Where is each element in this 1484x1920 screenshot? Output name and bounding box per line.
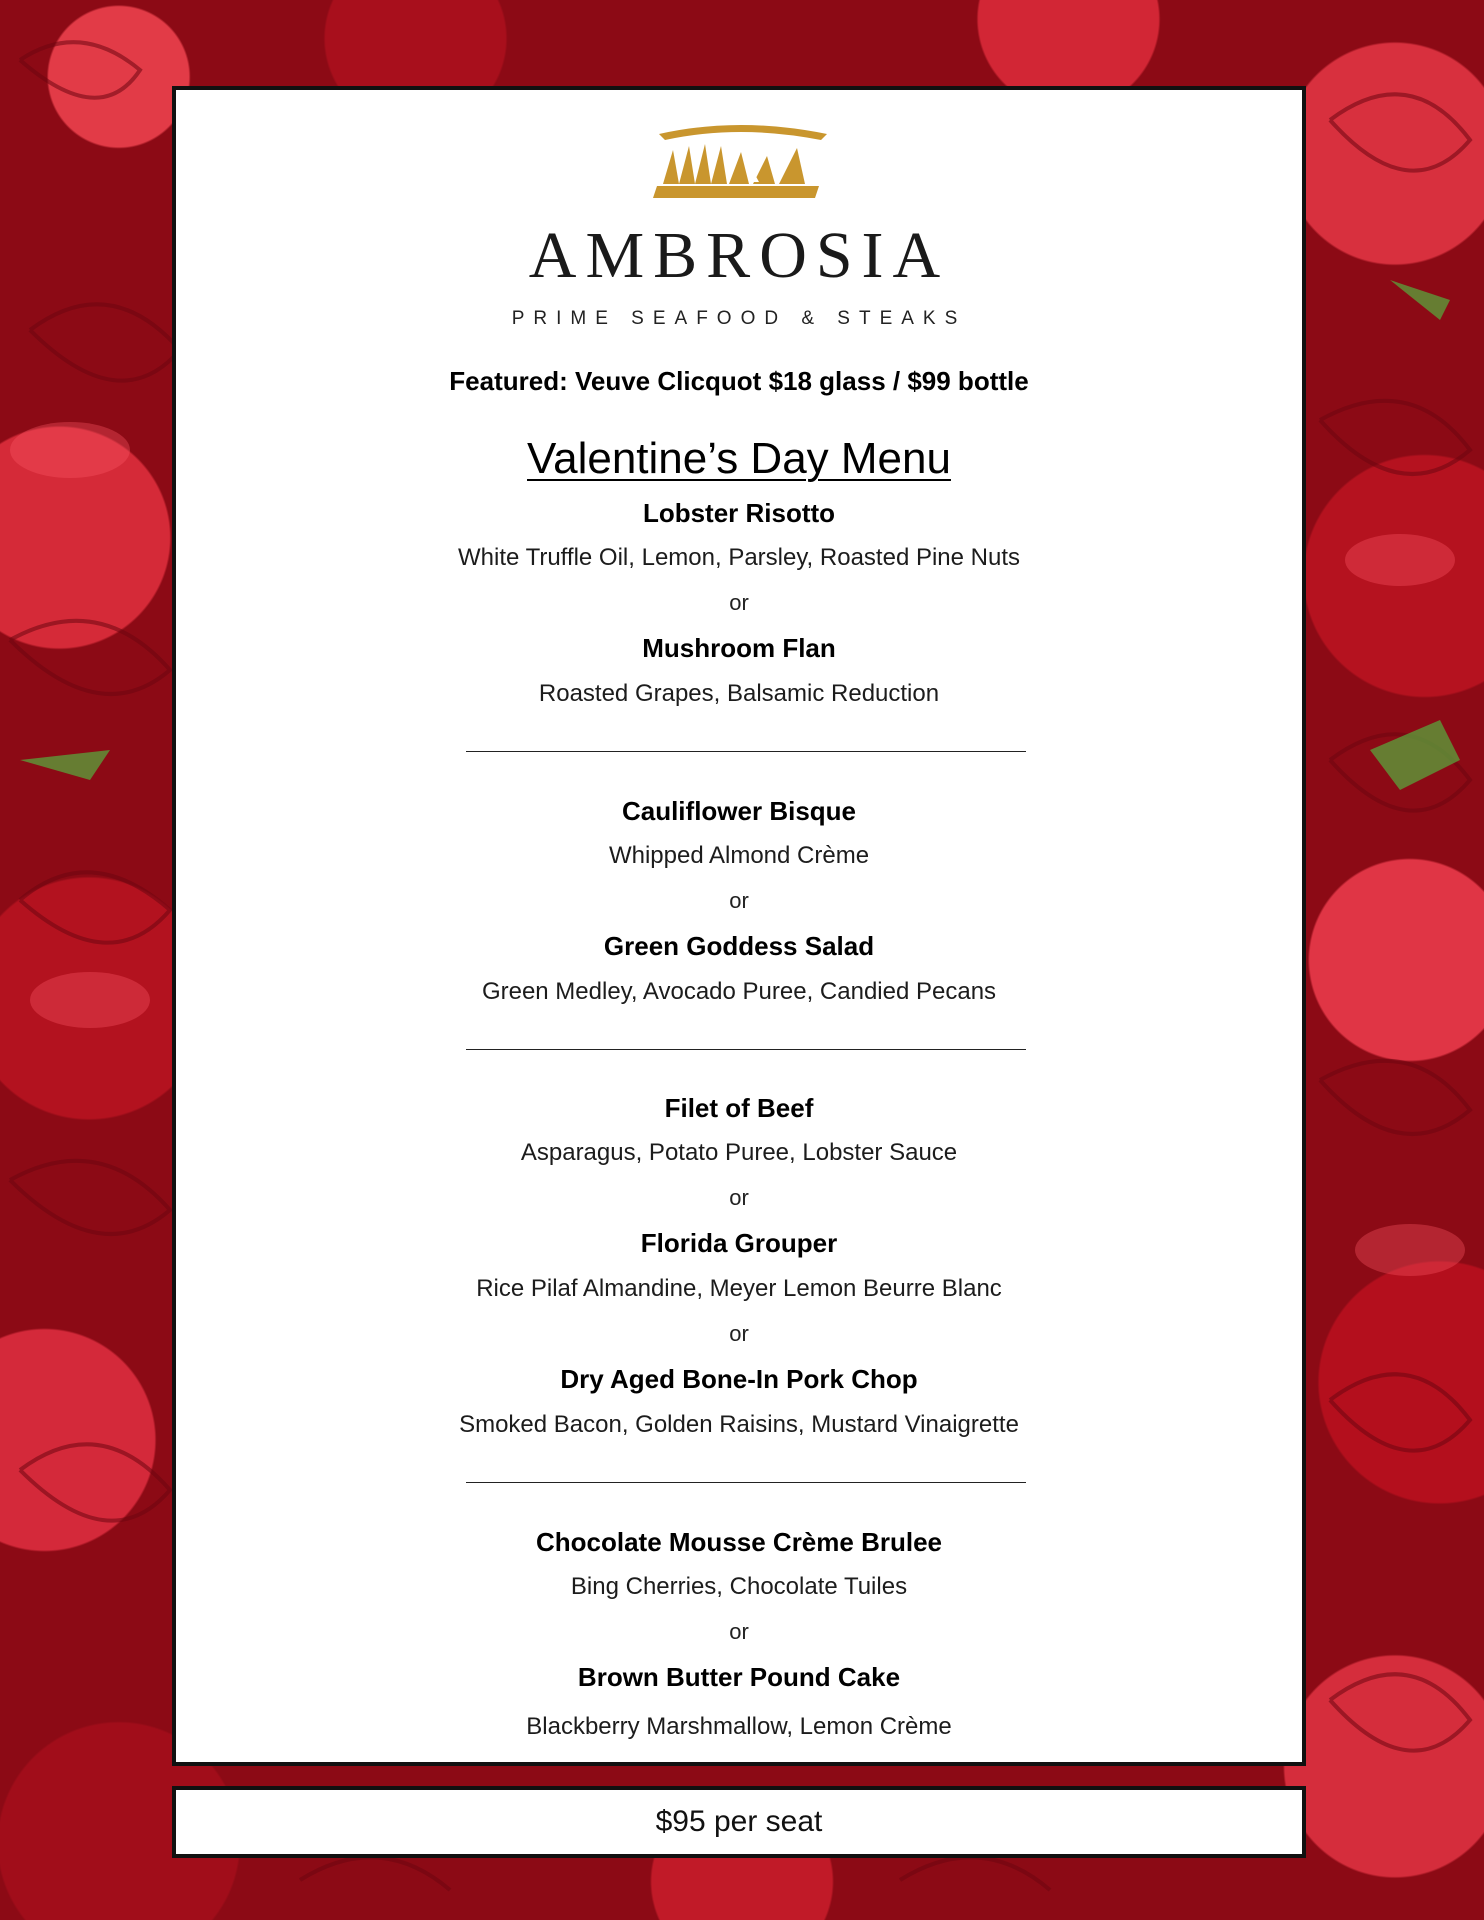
dish-name: Brown Butter Pound Cake [577, 1662, 901, 1692]
or-separator: or [729, 1185, 749, 1210]
dish-description: Bing Cherries, Chocolate Tuiles [570, 1573, 908, 1600]
or-separator: or [729, 1321, 749, 1346]
ambrosia-logo [176, 116, 1302, 206]
brand-tagline: PRIME SEAFOOD & STEAKS [511, 308, 967, 329]
dish-description: Rice Pilaf Almandine, Meyer Lemon Beurre Blanc [476, 1275, 1002, 1302]
or-separator: or [729, 1619, 749, 1644]
logo-emblem-icon [649, 116, 829, 206]
menu-card [172, 86, 1306, 1766]
brand-name: AMBROSIA [528, 219, 950, 292]
dish-description: Green Medley, Avocado Puree, Candied Pecans [481, 978, 997, 1005]
course-divider [466, 751, 1026, 752]
dish-description: Roasted Grapes, Balsamic Reduction [538, 680, 940, 707]
or-separator: or [729, 590, 749, 615]
dish-name: Cauliflower Bisque [621, 796, 857, 826]
menu-title: Valentine’s Day Menu [527, 434, 951, 483]
price-box [172, 1786, 1306, 1858]
dish-description: Asparagus, Potato Puree, Lobster Sauce [520, 1139, 958, 1166]
dish-description: Blackberry Marshmallow, Lemon Crème [526, 1713, 952, 1740]
price-per-seat: $95 per seat [655, 1805, 823, 1838]
dish-name: Dry Aged Bone-In Pork Chop [560, 1364, 918, 1394]
course-divider [466, 1482, 1026, 1483]
dish-description: Whipped Almond Crème [608, 842, 870, 869]
featured-wine: Featured: Veuve Clicquot $18 glass / $99 bottle [449, 366, 1029, 396]
dish-name: Mushroom Flan [642, 633, 836, 663]
course-divider [466, 1049, 1026, 1050]
dish-description: Smoked Bacon, Golden Raisins, Mustard Vinaigrette [459, 1411, 1019, 1438]
dish-description: White Truffle Oil, Lemon, Parsley, Roasted Pine Nuts [457, 544, 1021, 571]
dish-name: Chocolate Mousse Crème Brulee [535, 1527, 942, 1557]
dish-name: Florida Grouper [640, 1228, 838, 1258]
dish-name: Green Goddess Salad [603, 931, 875, 961]
dish-name: Lobster Risotto [642, 498, 836, 528]
dish-name: Filet of Beef [664, 1093, 814, 1123]
or-separator: or [729, 888, 749, 913]
